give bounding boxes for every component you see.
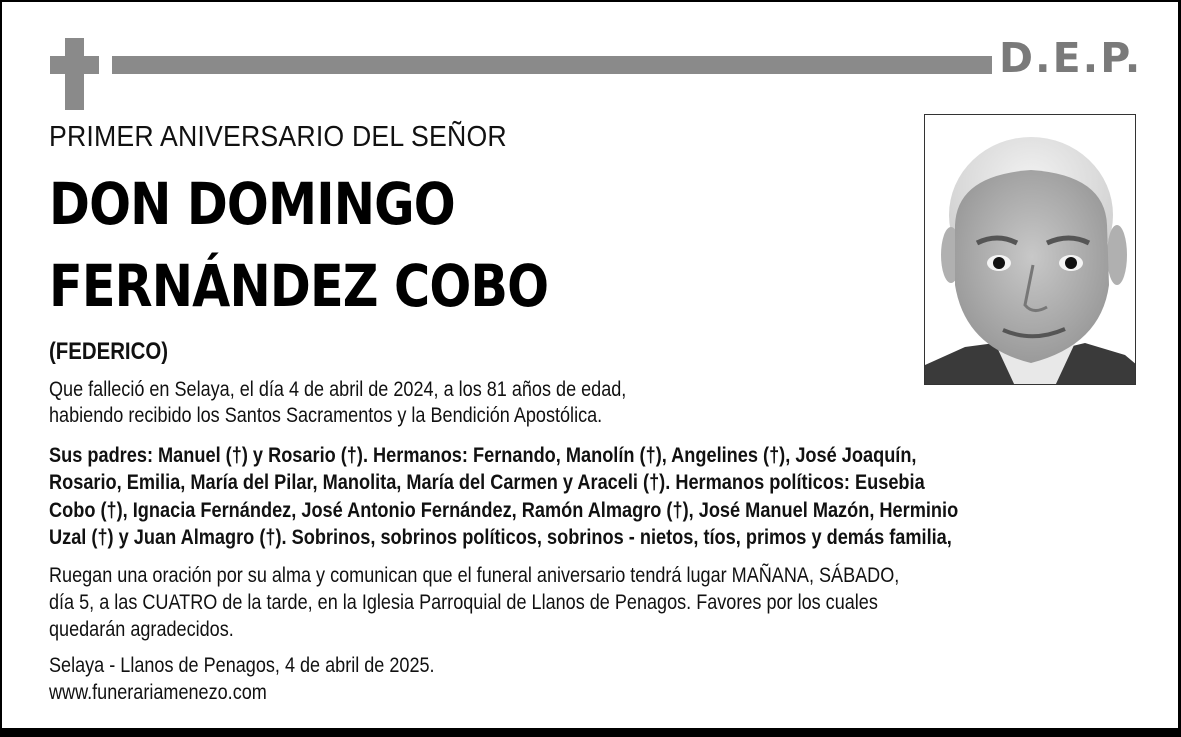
deceased-alias: (FEDERICO) bbox=[49, 338, 168, 365]
request-line: Ruegan una oración por su alma y comunican que el funeral aniversario tendrá lugar MAÑANA, SÁBADO, bbox=[49, 564, 900, 587]
cross-icon bbox=[65, 38, 84, 110]
death-info-line: habiendo recibido los Santos Sacramentos y la Bendición Apostólica. bbox=[49, 404, 603, 427]
family-line: Rosario, Emilia, María del Pilar, Manolita, María del Carmen y Araceli (†). Hermanos políticos: Eusebia bbox=[49, 470, 925, 494]
place-date: Selaya - Llanos de Penagos, 4 de abril de 2025. bbox=[49, 654, 435, 677]
request-line: quedarán agradecidos. bbox=[49, 618, 234, 641]
deceased-name-line-1: DON DOMINGO bbox=[49, 170, 455, 238]
death-info-line: Que falleció en Selaya, el día 4 de abril de 2024, a los 81 años de edad, bbox=[49, 378, 627, 401]
family-line: Cobo (†), Ignacia Fernández, José Antonio Fernández, Ramón Almagro (†), José Manuel Mazón, Herminio bbox=[49, 498, 959, 522]
portrait-icon bbox=[925, 115, 1136, 385]
request-line: día 5, a las CUATRO de la tarde, en la Iglesia Parroquial de Llanos de Penagos. Favores por los cuales bbox=[49, 591, 878, 614]
family-line: Uzal (†) y Juan Almagro (†). Sobrinos, sobrinos políticos, sobrinos - nietos, tíos, primos y demás familia, bbox=[49, 525, 952, 549]
family-line: Sus padres: Manuel (†) y Rosario (†). Hermanos: Fernando, Manolín (†), Angelines (†), José Joaquín, bbox=[49, 443, 917, 467]
dep-label: D.E.P. bbox=[999, 34, 1143, 82]
notice-subtitle: PRIMER ANIVERSARIO DEL SEÑOR bbox=[49, 121, 507, 153]
website-link[interactable]: www.funerariamenezo.com bbox=[49, 681, 267, 704]
cross-icon-arm bbox=[50, 56, 99, 74]
deceased-name-line-2: FERNÁNDEZ COBO bbox=[49, 252, 549, 320]
portrait-photo bbox=[924, 114, 1136, 385]
header-rule bbox=[112, 56, 992, 74]
